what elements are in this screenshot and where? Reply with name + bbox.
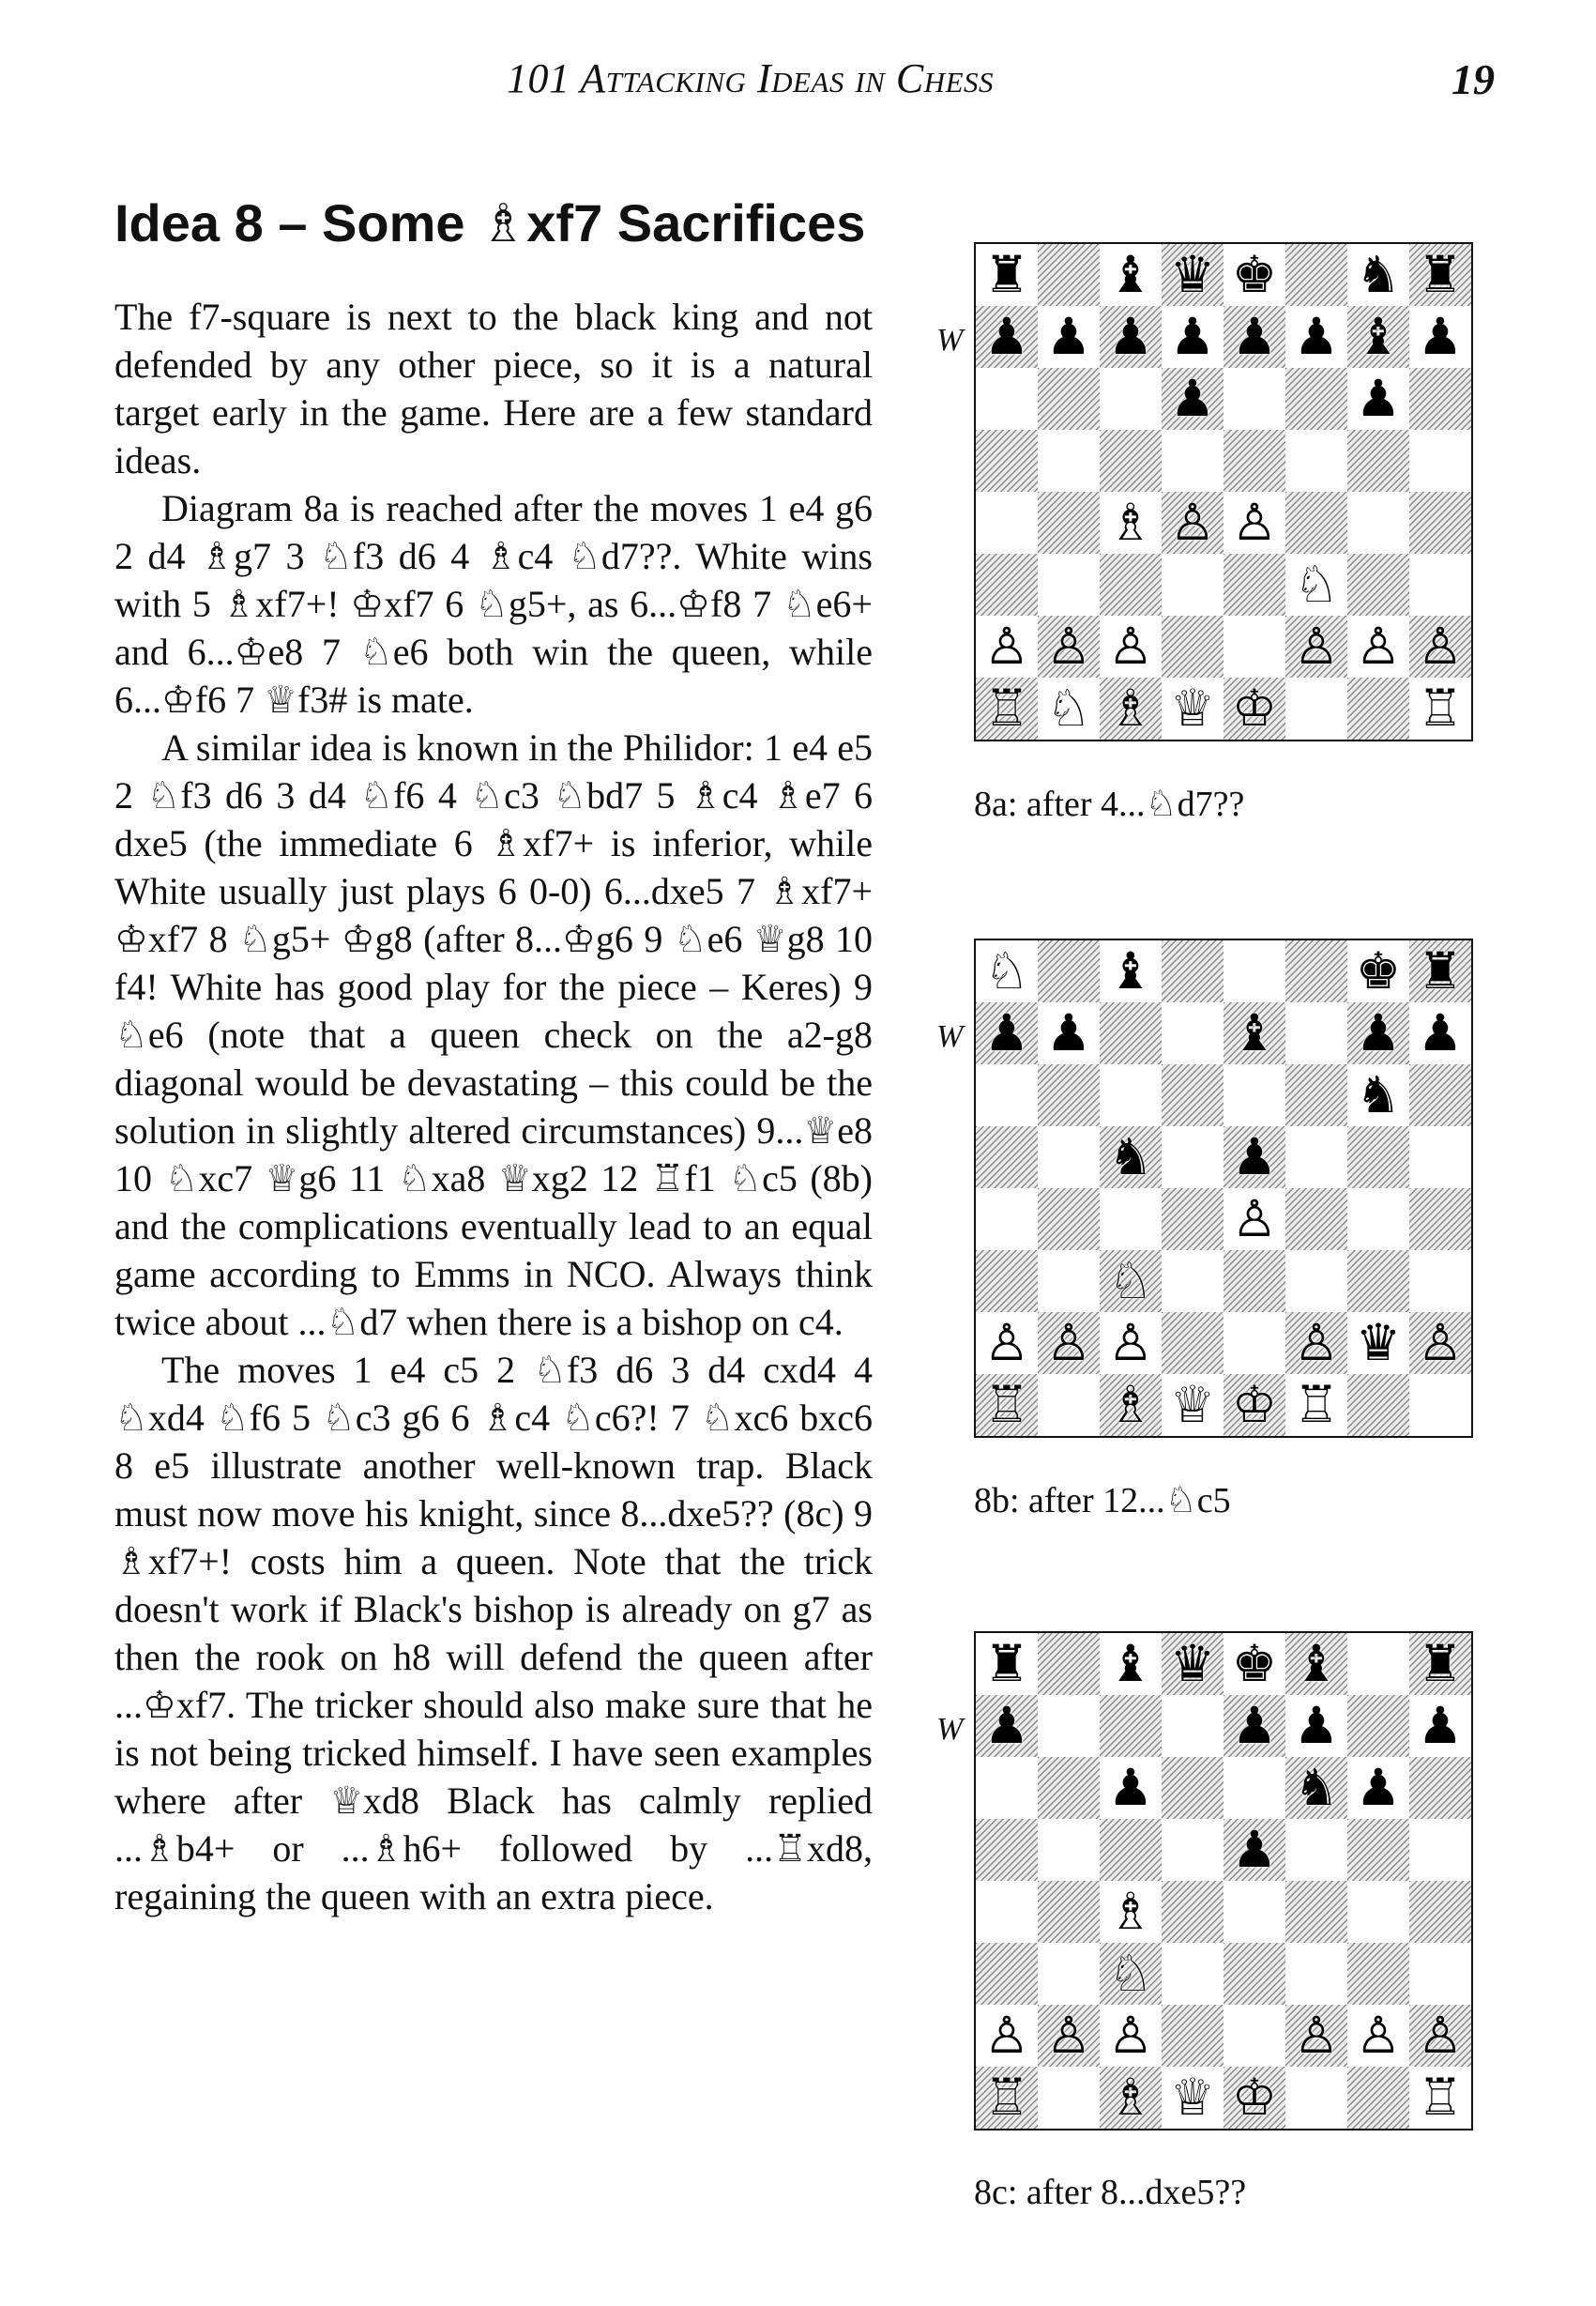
board-square xyxy=(1038,1250,1100,1312)
white-rook-icon: ♖ xyxy=(983,2068,1030,2127)
black-pawn-icon: ♟ xyxy=(983,1003,1030,1062)
white-pawn-icon: ♙ xyxy=(983,1313,1030,1372)
board-square xyxy=(976,678,1038,740)
board-square xyxy=(1347,430,1409,492)
board-square xyxy=(1409,1188,1471,1250)
board-square xyxy=(1409,368,1471,430)
board-square xyxy=(1038,1064,1100,1126)
board-square xyxy=(1347,554,1409,616)
paragraph-1: The f7-square is next to the black king and not defended by any other piece, so it is a natural target early in the game. Here are a few standard ideas. xyxy=(114,296,873,481)
board-square xyxy=(1224,2067,1285,2129)
board-square xyxy=(1409,1126,1471,1188)
black-queen-icon: ♛ xyxy=(1355,1313,1402,1372)
board-square xyxy=(1038,2067,1100,2129)
body-text xyxy=(114,293,873,1920)
board-square xyxy=(1224,940,1285,1002)
board-square xyxy=(1038,2005,1100,2067)
white-knight-icon: ♘ xyxy=(983,941,1030,1000)
board-square xyxy=(1285,1250,1347,1312)
board-square xyxy=(1409,940,1471,1002)
diagram-caption-8b: 8b: after 12...♘c5 xyxy=(974,1481,1231,1520)
paragraph-3: A similar idea is known in the Philidor: 1 e4 e5 2 ♘f3 d6 3 d4 ♘f6 4 ♘c3 ♘bd7 5 ♗c4 ♗e7 6 dxe5 (the immediate 6 ♗xf7+ is inferior, while White usually just plays 6 0-0) 6...dxe5 7 ♗xf7+ ♔xf7 8 ♘g5+ ♔g8 (after 8...♔g6 9 ♘e6 ♕g8 10 f4! White has good play for the piece – Keres) 9 ♘e6 (note that a queen check on the a2-g8 diagonal would be devastating – this could be the solution in slightly altered circumstances) 9...♕e8 10 ♘xc7 ♕g6 11 ♘xa8 ♕xg2 12 ♖f1 ♘c5 (8b) and the complications eventually lead to an equal game according to Emms in NCO. Always think twice about ...♘d7 when there is a bishop on c4. xyxy=(114,726,873,1343)
board-square xyxy=(1347,1374,1409,1436)
board-square xyxy=(976,1312,1038,1374)
board-square xyxy=(1100,1633,1162,1695)
white-bishop-icon: ♗ xyxy=(1107,1882,1154,1941)
board-square xyxy=(1038,244,1100,306)
board-square xyxy=(1100,430,1162,492)
board-square xyxy=(1162,1633,1224,1695)
board-square xyxy=(1285,1312,1347,1374)
white-rook-icon: ♖ xyxy=(1417,2068,1464,2127)
paragraph-2: Diagram 8a is reached after the moves 1 e4 g6 2 d4 ♗g7 3 ♘f3 d6 4 ♗c4 ♘d7??. White wins with 5 ♗xf7+! ♔xf7 6 ♘g5+, as 6...♔f8 7 ♘e6+ and 6...♔e8 7 ♘e6 both win the queen, while 6...♔f6 7 ♕f3# is mate. xyxy=(114,487,873,721)
black-king-icon: ♚ xyxy=(1231,245,1278,304)
board-square xyxy=(1409,430,1471,492)
white-pawn-icon: ♙ xyxy=(1417,617,1464,676)
board-square xyxy=(1162,1126,1224,1188)
board-square xyxy=(1038,616,1100,678)
black-rook-icon: ♜ xyxy=(1417,1634,1464,1693)
board-square xyxy=(1038,368,1100,430)
board-square xyxy=(1162,1188,1224,1250)
board-square xyxy=(1162,1881,1224,1943)
idea-title: Idea 8 – Some ♗xf7 Sacrifices xyxy=(114,193,866,252)
white-queen-icon: ♕ xyxy=(1169,2068,1216,2127)
board-square xyxy=(1162,1695,1224,1757)
black-rook-icon: ♜ xyxy=(983,245,1030,304)
board-square xyxy=(1038,1633,1100,1695)
board-square xyxy=(1038,940,1100,1002)
board-square xyxy=(1100,1374,1162,1436)
white-pawn-icon: ♙ xyxy=(1355,617,1402,676)
board-square xyxy=(1347,1064,1409,1126)
white-pawn-icon: ♙ xyxy=(1355,2006,1402,2065)
board-square xyxy=(1285,1633,1347,1695)
white-rook-icon: ♖ xyxy=(983,1375,1030,1434)
board-square xyxy=(1285,554,1347,616)
black-king-icon: ♚ xyxy=(1231,1634,1278,1693)
black-pawn-icon: ♟ xyxy=(1231,1820,1278,1879)
board-square xyxy=(1224,1188,1285,1250)
board-square xyxy=(1409,1374,1471,1436)
board-square xyxy=(976,306,1038,368)
white-bishop-icon: ♗ xyxy=(1107,493,1154,552)
board-square xyxy=(1409,1943,1471,2005)
board-square xyxy=(1162,306,1224,368)
white-rook-icon: ♖ xyxy=(1293,1375,1340,1434)
board-square xyxy=(1100,616,1162,678)
board-square xyxy=(1038,1188,1100,1250)
white-king-icon: ♔ xyxy=(1231,2068,1278,2127)
board-square xyxy=(1100,1250,1162,1312)
black-rook-icon: ♜ xyxy=(983,1634,1030,1693)
board-square xyxy=(1038,678,1100,740)
board-square xyxy=(976,1188,1038,1250)
board-square xyxy=(1285,1881,1347,1943)
board-square xyxy=(1038,430,1100,492)
board-square xyxy=(1285,940,1347,1002)
board-square xyxy=(1285,1188,1347,1250)
board-square xyxy=(976,244,1038,306)
board-square xyxy=(1038,554,1100,616)
white-pawn-icon: ♙ xyxy=(1293,2006,1340,2065)
board-square xyxy=(1038,492,1100,554)
board-square xyxy=(1409,2067,1471,2129)
board-square xyxy=(1162,368,1224,430)
black-rook-icon: ♜ xyxy=(1417,245,1464,304)
black-pawn-icon: ♟ xyxy=(1231,1127,1278,1186)
black-pawn-icon: ♟ xyxy=(1045,307,1092,366)
board-square xyxy=(1285,368,1347,430)
board-square xyxy=(1347,1819,1409,1881)
board-square xyxy=(1285,1695,1347,1757)
black-pawn-icon: ♟ xyxy=(1355,1758,1402,1817)
board-square xyxy=(1224,554,1285,616)
board-square xyxy=(1162,2067,1224,2129)
black-knight-icon: ♞ xyxy=(1355,245,1402,304)
black-pawn-icon: ♟ xyxy=(1417,307,1464,366)
board-square xyxy=(976,554,1038,616)
board-square xyxy=(1224,306,1285,368)
black-bishop-icon: ♝ xyxy=(1231,1003,1278,1062)
white-knight-icon: ♘ xyxy=(1293,555,1340,614)
black-pawn-icon: ♟ xyxy=(1293,307,1340,366)
diagram-8c xyxy=(936,1631,1473,2213)
board-square xyxy=(1347,1250,1409,1312)
board-square xyxy=(1285,678,1347,740)
diagram-caption-8c: 8c: after 8...dxe5?? xyxy=(974,2173,1247,2212)
white-knight-icon: ♘ xyxy=(1107,1944,1154,2003)
board-square xyxy=(1038,1943,1100,2005)
board-square xyxy=(1347,1757,1409,1819)
board-square xyxy=(1224,616,1285,678)
board-square xyxy=(1162,1312,1224,1374)
board-square xyxy=(976,2067,1038,2129)
white-rook-icon: ♖ xyxy=(983,679,1030,738)
board-square xyxy=(1038,1757,1100,1819)
board-square xyxy=(976,2005,1038,2067)
white-pawn-icon: ♙ xyxy=(1231,493,1278,552)
white-pawn-icon: ♙ xyxy=(1231,1189,1278,1248)
board-square xyxy=(1347,1188,1409,1250)
black-pawn-icon: ♟ xyxy=(1417,1003,1464,1062)
board-square xyxy=(1347,244,1409,306)
board-square xyxy=(1224,1695,1285,1757)
board-square xyxy=(1162,492,1224,554)
board-square xyxy=(1162,1002,1224,1064)
black-rook-icon: ♜ xyxy=(1417,941,1464,1000)
board-square xyxy=(1038,1819,1100,1881)
black-pawn-icon: ♟ xyxy=(983,307,1030,366)
board-square xyxy=(1224,1757,1285,1819)
board-square xyxy=(1100,2005,1162,2067)
board-square xyxy=(976,1126,1038,1188)
board-square xyxy=(1347,1002,1409,1064)
board-square xyxy=(1100,1312,1162,1374)
book-title: 101 Attacking Ideas in Chess xyxy=(507,55,995,101)
board-square xyxy=(976,940,1038,1002)
board-square xyxy=(1285,306,1347,368)
board-square xyxy=(1224,1126,1285,1188)
side-to-move-label: W xyxy=(936,1019,964,1054)
board-square xyxy=(976,430,1038,492)
board-square xyxy=(1347,368,1409,430)
board-square xyxy=(1038,1002,1100,1064)
black-pawn-icon: ♟ xyxy=(1355,1003,1402,1062)
board-square xyxy=(1347,306,1409,368)
board-square xyxy=(1347,1695,1409,1757)
black-pawn-icon: ♟ xyxy=(1355,369,1402,428)
black-bishop-icon: ♝ xyxy=(1107,941,1154,1000)
board-square xyxy=(1285,1002,1347,1064)
board-square xyxy=(1224,492,1285,554)
white-rook-icon: ♖ xyxy=(1417,679,1464,738)
board-square xyxy=(1100,554,1162,616)
board-square xyxy=(1409,554,1471,616)
chess-board-8c xyxy=(974,1631,1473,2130)
running-head xyxy=(0,54,1596,111)
board-square xyxy=(1100,1695,1162,1757)
white-pawn-icon: ♙ xyxy=(1107,1313,1154,1372)
board-square xyxy=(1409,244,1471,306)
board-square xyxy=(1409,1757,1471,1819)
diagram-caption-8a: 8a: after 4...♘d7?? xyxy=(974,785,1245,824)
board-square xyxy=(1285,2067,1347,2129)
white-pawn-icon: ♙ xyxy=(1293,617,1340,676)
white-pawn-icon: ♙ xyxy=(1107,2006,1154,2065)
board-square xyxy=(1347,1881,1409,1943)
board-square xyxy=(1347,2005,1409,2067)
diagram-8b xyxy=(936,939,1473,1521)
board-square xyxy=(1038,1695,1100,1757)
board-square xyxy=(1409,678,1471,740)
white-bishop-icon: ♗ xyxy=(1107,1375,1154,1434)
side-to-move-label: W xyxy=(936,323,964,358)
board-square xyxy=(976,616,1038,678)
board-square xyxy=(976,1819,1038,1881)
board-square xyxy=(1038,1881,1100,1943)
board-square xyxy=(1409,1695,1471,1757)
board-square xyxy=(1162,1757,1224,1819)
board-square xyxy=(976,1374,1038,1436)
board-square xyxy=(1409,1881,1471,1943)
white-king-icon: ♔ xyxy=(1231,679,1278,738)
board-square xyxy=(976,1695,1038,1757)
board-square xyxy=(1100,1126,1162,1188)
board-square xyxy=(1409,1064,1471,1126)
side-to-move-label: W xyxy=(936,1712,964,1747)
board-square xyxy=(1100,940,1162,1002)
black-pawn-icon: ♟ xyxy=(1169,369,1216,428)
board-square xyxy=(1224,1633,1285,1695)
board-square xyxy=(1347,678,1409,740)
board-square xyxy=(1100,1757,1162,1819)
board-square xyxy=(1347,940,1409,1002)
black-bishop-icon: ♝ xyxy=(1355,307,1402,366)
black-pawn-icon: ♟ xyxy=(1169,307,1216,366)
board-square xyxy=(1162,2005,1224,2067)
board-square xyxy=(1162,1064,1224,1126)
board-square xyxy=(1100,244,1162,306)
board-square xyxy=(1285,1374,1347,1436)
chess-board-8a xyxy=(974,242,1473,741)
board-square xyxy=(1162,244,1224,306)
chess-board-8b xyxy=(974,939,1473,1438)
board-square xyxy=(976,1633,1038,1695)
board-square xyxy=(1162,554,1224,616)
board-square xyxy=(1409,1819,1471,1881)
board-square xyxy=(1347,2067,1409,2129)
white-knight-icon: ♘ xyxy=(1107,1251,1154,1310)
diagram-8a xyxy=(936,242,1473,825)
board-square xyxy=(1409,492,1471,554)
white-pawn-icon: ♙ xyxy=(1045,1313,1092,1372)
board-square xyxy=(1224,1819,1285,1881)
white-pawn-icon: ♙ xyxy=(1169,493,1216,552)
board-square xyxy=(1100,1064,1162,1126)
board-square xyxy=(1285,1819,1347,1881)
white-bishop-icon: ♗ xyxy=(1107,2068,1154,2127)
board-square xyxy=(1285,430,1347,492)
board-square xyxy=(1409,1633,1471,1695)
board-square xyxy=(1038,306,1100,368)
board-square xyxy=(1162,678,1224,740)
board-square xyxy=(976,1064,1038,1126)
board-square xyxy=(1347,1943,1409,2005)
board-square xyxy=(1409,616,1471,678)
board-square xyxy=(1224,1312,1285,1374)
board-square xyxy=(1347,1633,1409,1695)
board-square xyxy=(1224,1943,1285,2005)
board-square xyxy=(976,1757,1038,1819)
board-square xyxy=(1162,616,1224,678)
board-square xyxy=(1100,306,1162,368)
board-square xyxy=(976,1250,1038,1312)
board-square xyxy=(976,1943,1038,2005)
page-number: 19 xyxy=(1452,55,1495,103)
board-square xyxy=(1224,1064,1285,1126)
board-square xyxy=(1224,1374,1285,1436)
board-square xyxy=(1038,1126,1100,1188)
white-pawn-icon: ♙ xyxy=(983,617,1030,676)
white-pawn-icon: ♙ xyxy=(1107,617,1154,676)
black-pawn-icon: ♟ xyxy=(1107,307,1154,366)
board-square xyxy=(976,368,1038,430)
board-square xyxy=(1347,616,1409,678)
white-pawn-icon: ♙ xyxy=(1417,1313,1464,1372)
board-square xyxy=(1285,1943,1347,2005)
board-square xyxy=(1285,616,1347,678)
board-square xyxy=(1038,1312,1100,1374)
black-bishop-icon: ♝ xyxy=(1293,1634,1340,1693)
board-square xyxy=(1162,430,1224,492)
board-square xyxy=(976,1002,1038,1064)
board-square xyxy=(1100,368,1162,430)
black-pawn-icon: ♟ xyxy=(1231,1696,1278,1755)
board-square xyxy=(1347,492,1409,554)
white-pawn-icon: ♙ xyxy=(1293,1313,1340,1372)
board-square xyxy=(1409,1250,1471,1312)
black-knight-icon: ♞ xyxy=(1107,1127,1154,1186)
board-square xyxy=(1038,1374,1100,1436)
board-square xyxy=(1224,1881,1285,1943)
black-knight-icon: ♞ xyxy=(1355,1065,1402,1124)
board-square xyxy=(1224,2005,1285,2067)
white-king-icon: ♔ xyxy=(1231,1375,1278,1434)
board-square xyxy=(1224,1250,1285,1312)
board-square xyxy=(1285,492,1347,554)
white-pawn-icon: ♙ xyxy=(1417,2006,1464,2065)
board-square xyxy=(1100,2067,1162,2129)
white-pawn-icon: ♙ xyxy=(1045,617,1092,676)
board-square xyxy=(1285,1757,1347,1819)
white-queen-icon: ♕ xyxy=(1169,679,1216,738)
black-queen-icon: ♛ xyxy=(1169,245,1216,304)
black-pawn-icon: ♟ xyxy=(1417,1696,1464,1755)
board-square xyxy=(1100,678,1162,740)
board-square xyxy=(1224,368,1285,430)
board-square xyxy=(1347,1312,1409,1374)
white-bishop-icon: ♗ xyxy=(1107,679,1154,738)
white-pawn-icon: ♙ xyxy=(983,2006,1030,2065)
board-square xyxy=(1285,2005,1347,2067)
board-square xyxy=(1409,2005,1471,2067)
board-square xyxy=(1347,1126,1409,1188)
board-square xyxy=(1162,1374,1224,1436)
black-king-icon: ♚ xyxy=(1355,941,1402,1000)
board-square xyxy=(1100,1188,1162,1250)
board-square xyxy=(1285,1126,1347,1188)
black-pawn-icon: ♟ xyxy=(1045,1003,1092,1062)
board-square xyxy=(1409,306,1471,368)
board-square xyxy=(1100,492,1162,554)
black-bishop-icon: ♝ xyxy=(1107,1634,1154,1693)
board-square xyxy=(1285,244,1347,306)
white-queen-icon: ♕ xyxy=(1169,1375,1216,1434)
board-square xyxy=(1224,678,1285,740)
board-square xyxy=(1100,1002,1162,1064)
board-square xyxy=(1409,1312,1471,1374)
white-pawn-icon: ♙ xyxy=(1045,2006,1092,2065)
board-square xyxy=(976,492,1038,554)
board-square xyxy=(1162,1943,1224,2005)
black-pawn-icon: ♟ xyxy=(983,1696,1030,1755)
black-pawn-icon: ♟ xyxy=(1107,1758,1154,1817)
black-pawn-icon: ♟ xyxy=(1231,307,1278,366)
board-square xyxy=(1162,940,1224,1002)
board-square xyxy=(1224,430,1285,492)
black-knight-icon: ♞ xyxy=(1293,1758,1340,1817)
paragraph-4: The moves 1 e4 c5 2 ♘f3 d6 3 d4 cxd4 4 ♘xd4 ♘f6 5 ♘c3 g6 6 ♗c4 ♘c6?! 7 ♘xc6 bxc6 8 e5 illustrate another well-known trap. Black must now move his knight, since 8...dxe5?? (8c) 9 ♗xf7+! costs him a queen. Note that the trick doesn't work if Black's bishop is already on g7 as then the rook on h8 will defend the queen after ...♔xf7. The tricker should also make sure that he is not being tricked himself. I have seen examples where after ♕xd8 Black has calmly replied ...♗b4+ or ...♗h6+ followed by ...♖xd8, regaining the queen with an extra piece. xyxy=(114,1349,873,1917)
black-pawn-icon: ♟ xyxy=(1293,1696,1340,1755)
board-square xyxy=(1224,1002,1285,1064)
board-square xyxy=(1100,1943,1162,2005)
board-square xyxy=(1409,1002,1471,1064)
board-square xyxy=(1100,1881,1162,1943)
board-square xyxy=(1162,1250,1224,1312)
black-queen-icon: ♛ xyxy=(1169,1634,1216,1693)
board-square xyxy=(1224,244,1285,306)
board-square xyxy=(1285,1064,1347,1126)
board-square xyxy=(1162,1819,1224,1881)
white-knight-icon: ♘ xyxy=(1045,679,1092,738)
board-square xyxy=(976,1881,1038,1943)
board-square xyxy=(1100,1819,1162,1881)
black-bishop-icon: ♝ xyxy=(1107,245,1154,304)
